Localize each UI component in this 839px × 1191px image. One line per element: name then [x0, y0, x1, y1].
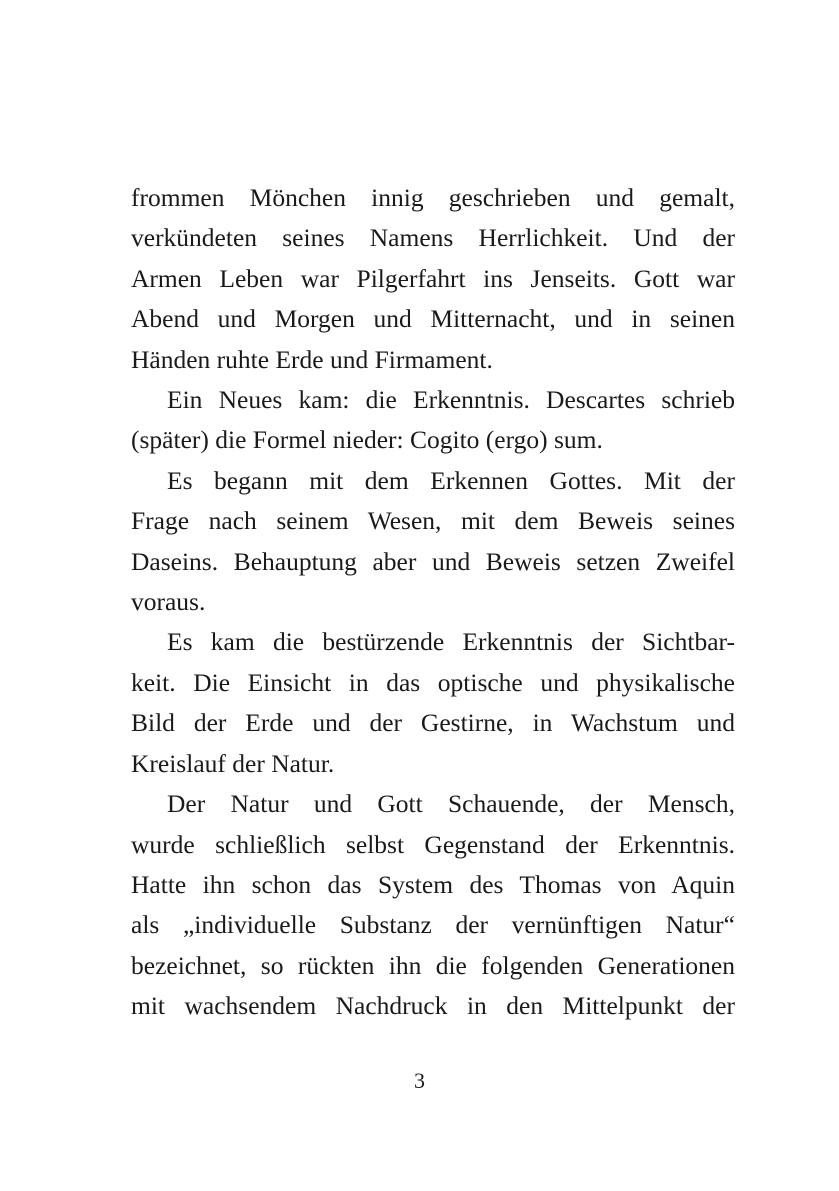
text-line: frommen Mönchen innig geschrieben und gemalt, [131, 183, 735, 212]
paragraph-2 [131, 380, 735, 461]
text-line: voraus. [131, 587, 206, 617]
text-line: wurde schließlich selbst Gegenstand der Erkenntnis. [131, 829, 735, 859]
page-number: 3 [414, 1068, 425, 1093]
text-line: Frage nach seinem Wesen, mit dem Beweis seines [131, 506, 735, 536]
text-line: Daseins. Behauptung aber und Beweis setzen Zweifel [131, 546, 735, 576]
text-line: Es begann mit dem Erkennen Gottes. Mit der [167, 465, 735, 495]
paragraph-4 [131, 622, 735, 784]
text-line: Der Natur und Gott Schauende, der Mensch, [167, 789, 735, 819]
text-line: Händen ruhte Erde und Firmament. [131, 344, 493, 374]
text-line: als „individuelle Substanz der vernünftigen Natur“ [131, 910, 735, 940]
text-line: verkündeten seines Namens Herrlichkeit. Und der [131, 223, 735, 253]
text-line: Abend und Morgen und Mitternacht, und in seinen [131, 304, 735, 334]
paragraph-5 [131, 784, 735, 1026]
text-line: Bild der Erde und der Gestirne, in Wachstum und [131, 708, 735, 738]
text-line: mit wachsendem Nachdruck in den Mittelpunkt der [131, 991, 735, 1021]
text-line: bezeichnet, so rückten ihn die folgenden Generationen [131, 950, 735, 980]
text-line: Armen Leben war Pilgerfahrt ins Jenseits. Gott war [131, 263, 735, 293]
text-line: Hatte ihn schon das System des Thomas von Aquin [131, 869, 735, 899]
text-line: Kreislauf der Natur. [131, 748, 335, 778]
paragraph-3 [131, 461, 735, 623]
body-text [131, 178, 735, 1027]
paragraph-1 [131, 178, 735, 380]
text-line: keit. Die Einsicht in das optische und physikalische [131, 667, 735, 697]
text-line: (später) die Formel nieder: Cogito (ergo) sum. [131, 425, 603, 455]
text-line: Ein Neues kam: die Erkenntnis. Descartes schrieb [167, 385, 735, 415]
text-line: Es kam die bestürzende Erkenntnis der Sichtbar- [167, 627, 735, 657]
